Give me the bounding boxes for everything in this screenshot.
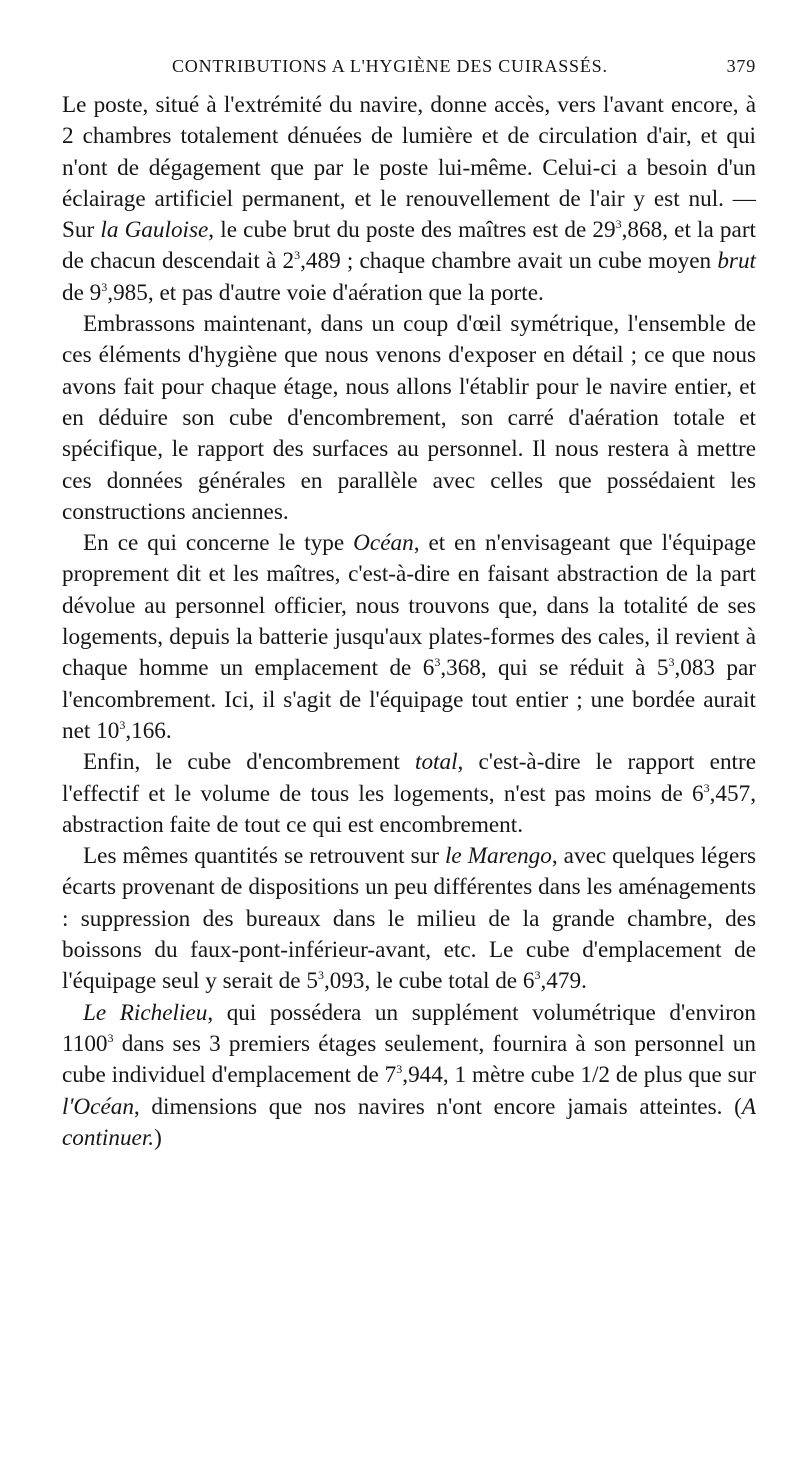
unit-exponent: 3 <box>119 717 126 732</box>
text-run: ,457, abstraction faite de tout ce qui est encombrement. <box>62 780 756 838</box>
text-run: Embrassons maintenant, dans un coup d'œil symétrique, l'ensemble de ces éléments d'hygiène que nous venons d'exposer en détail ; ce que nous avons fait pour chaque étage, nous allons l'établir pour le navire entier, et en déduire son cube d'encombrement, son carré d'aération totale et spécifique, le rapport des surfaces au personnel. Il nous restera à mettre ces données générales en parallèle avec celles que possédaient les constructions anciennes. <box>62 311 756 525</box>
running-title: CONTRIBUTIONS A L'HYGIÈNE DES CUIRASSÉS. <box>172 56 608 76</box>
text-run: ,083 par l'encombrement. Ici, il s'agit de l'équipage tout entier ; une bordée aurait net 10 <box>62 655 756 744</box>
text-run: , avec quelques légers écarts provenant de dispositions un peu différentes dans les aménagements : suppression des bureaux dans le milieu de la grande chambre, des boissons du faux-pont-inférieur-avant, etc. Le cube d'emplacement de l'équipage seul y serait de 5 <box>62 843 756 995</box>
italic-text: la Gauloise <box>100 217 209 244</box>
text-run: ,479. <box>540 968 587 995</box>
paragraph <box>62 528 756 747</box>
text-run: Les mêmes quantités se retrouvent sur <box>83 843 445 870</box>
unit-exponent: 3 <box>434 655 441 670</box>
text-run: ,985, et pas d'autre voie d'aération que la porte. <box>107 279 544 306</box>
text-run: ,368, qui se réduit à 5 <box>440 655 669 682</box>
paragraph <box>62 841 756 997</box>
italic-text: le Marengo <box>444 843 552 870</box>
unit-exponent: 3 <box>703 780 710 795</box>
paragraph <box>62 90 756 309</box>
text-run: de 9 <box>62 279 102 306</box>
unit-exponent: 3 <box>396 1062 403 1077</box>
text-run: , qui possédera un supplément volumétrique d'environ 1100 <box>62 999 756 1057</box>
italic-text: total <box>415 749 458 776</box>
italic-text: l'Océan <box>62 1093 134 1120</box>
text-run: ,868, et la part de chacun descendait à 2 <box>62 217 756 275</box>
unit-exponent: 3 <box>294 248 301 263</box>
unit-exponent: 3 <box>615 217 622 232</box>
page-number: 379 <box>726 56 756 76</box>
paragraph <box>62 747 756 841</box>
unit-exponent: 3 <box>101 279 108 294</box>
paragraph <box>62 998 756 1154</box>
text-run: Le poste, situé à l'extrémité du navire, donne accès, vers l'avant encore, à 2 chambres totalement dénuées de lumière et de circulation d'air, et qui n'ont de dégagement que par le poste lui-même. Celui-ci a besoin d'un éclairage artificiel permanent, et le renouvellement de l'air y est nul. — Sur <box>62 92 756 244</box>
text-run: ,166. <box>125 717 172 744</box>
text-run: ) <box>154 1124 162 1151</box>
running-header <box>172 56 756 90</box>
unit-exponent: 3 <box>317 968 324 983</box>
unit-exponent: 3 <box>107 1030 114 1045</box>
text-run: Enfin, le cube d'encombrement <box>83 749 415 776</box>
text-run: , le cube brut du poste des maîtres est de 29 <box>208 217 616 244</box>
body-text <box>62 90 756 1154</box>
italic-text: Océan <box>353 530 414 557</box>
text-run: dans ses 3 premiers étages seulement, fournira à son personnel un cube individuel d'emplacement de 7 <box>62 1030 756 1089</box>
text-run: ,093, le cube total de 6 <box>323 968 535 995</box>
text-run: , dimensions que nos navires n'ont encore jamais atteintes. ( <box>133 1093 742 1120</box>
unit-exponent: 3 <box>534 968 541 983</box>
text-run: , c'est-à-dire le rapport entre l'effectif et le volume de tous les logements, n'est pas moins de 6 <box>62 749 756 807</box>
paragraph <box>62 309 756 528</box>
italic-text: Le Richelieu <box>83 999 208 1026</box>
italic-text: brut <box>717 248 756 275</box>
text-run: En ce qui concerne le type <box>83 530 354 557</box>
text-run: , et en n'envisageant que l'équipage proprement dit et les maîtres, c'est-à-dire en faisant abstraction de la part dévolue au personnel officier, nous trouvons que, dans la totalité de ses logements, depuis la batterie jusqu'aux plates-formes des cales, il revient à chaque homme un emplacement de 6 <box>62 530 756 682</box>
unit-exponent: 3 <box>668 655 675 670</box>
text-run: ,489 ; chaque chambre avait un cube moyen <box>300 248 718 275</box>
text-run: ,944, 1 mètre cube 1/2 de plus que sur <box>402 1062 756 1089</box>
italic-text: A continuer. <box>62 1093 756 1151</box>
